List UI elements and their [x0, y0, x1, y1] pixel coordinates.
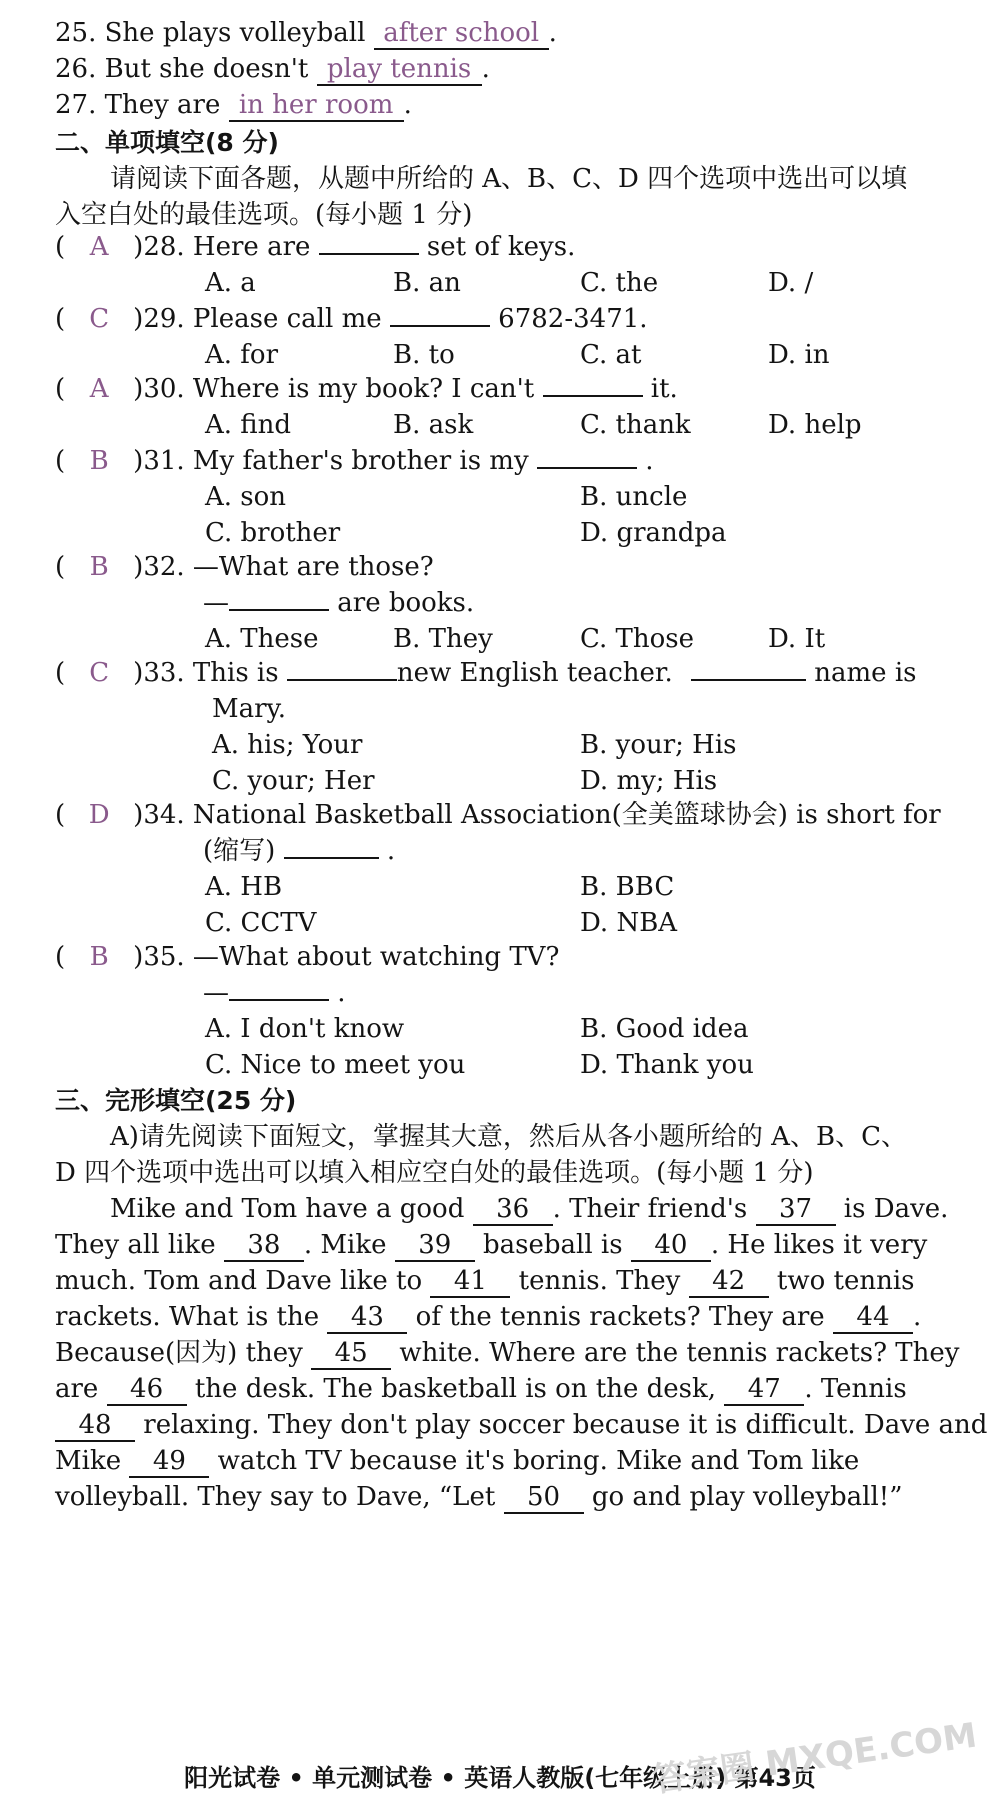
cloze-blank-38: 38 [224, 1230, 304, 1262]
cloze-blank-49: 49 [129, 1446, 209, 1478]
blank-28 [319, 253, 419, 255]
q26-line: 26. But she doesn't play tennis . [55, 54, 490, 84]
cloze-blank-40: 40 [631, 1230, 711, 1262]
q29-option-d: D. in [768, 340, 830, 370]
q34-continuation: (缩写) . [203, 836, 396, 866]
q28-option-a: A. a [205, 268, 256, 298]
cloze-line-2: They all like 38 . Mike 39 baseball is 40 . He likes it very [55, 1230, 928, 1260]
q28-option-c: C. the [580, 268, 659, 298]
cloze-line-3: much. Tom and Dave like to 41 tennis. They 42 two tennis [55, 1266, 915, 1296]
section3-instructions-2: D 四个选项中选出可以填入相应空白处的最佳选项。(每小题 1 分) [55, 1158, 814, 1188]
q30-option-d: D. help [768, 410, 862, 440]
q31-option-c: C. brother [205, 518, 341, 548]
q28-option-b: B. an [393, 268, 461, 298]
question-35: ( B )35. —What about watching TV? [55, 938, 559, 976]
cloze-line-7: 48 relaxing. They don't play soccer because it is difficult. Dave and [55, 1406, 987, 1444]
q33-option-a: A. his; Your [212, 730, 363, 760]
q32-option-d: D. It [768, 624, 826, 654]
cloze-line-4: rackets. What is the 43 of the tennis rackets? They are 44 . [55, 1302, 922, 1332]
cloze-blank-41: 41 [430, 1266, 510, 1298]
cloze-blank-36: 36 [473, 1194, 553, 1226]
answer-32: B [89, 552, 109, 582]
cloze-blank-47: 47 [724, 1374, 804, 1406]
q32-option-a: A. These [205, 624, 319, 654]
cloze-line-9: volleyball. They say to Dave, “Let 50 go and play volleyball!” [55, 1482, 903, 1512]
q25-line: 25. She plays volleyball after school . [55, 18, 557, 48]
q27-answer: in her room [229, 90, 404, 122]
q35-reply: — . [203, 978, 346, 1008]
cloze-blank-50: 50 [504, 1482, 584, 1514]
answer-30: A [89, 374, 109, 404]
cloze-blank-45: 45 [311, 1338, 391, 1370]
cloze-line-8: Mike 49 watch TV because it's boring. Mike and Tom like [55, 1446, 860, 1476]
q33-option-c: C. your; Her [212, 766, 375, 796]
watermark-logo: 答案圈 MXQE.COM [650, 1715, 980, 1801]
cloze-blank-48: 48 [55, 1410, 135, 1442]
q30-option-b: B. ask [393, 410, 474, 440]
q32-reply: — are books. [203, 588, 475, 618]
q33-option-b: B. your; His [580, 730, 737, 760]
question-28: ( A )28. Here are set of keys. [55, 228, 575, 266]
q33-continuation: Mary. [212, 694, 287, 724]
q32-option-b: B. They [393, 624, 493, 654]
cloze-blank-44: 44 [833, 1302, 913, 1334]
blank-35 [229, 999, 329, 1001]
answer-34: D [88, 800, 110, 830]
question-32: ( B )32. —What are those? [55, 548, 434, 586]
section2-instructions-1: 请阅读下面各题，从题中所给的 A、B、C、D 四个选项中选出可以填 [110, 164, 908, 194]
q32-option-c: C. Those [580, 624, 694, 654]
q29-option-a: A. for [205, 340, 279, 370]
blank-29 [390, 325, 490, 327]
cloze-blank-46: 46 [107, 1374, 187, 1406]
cloze-line-6: are 46 the desk. The basketball is on the desk, 47 . Tennis [55, 1374, 907, 1404]
cloze-blank-37: 37 [756, 1194, 836, 1226]
q30-option-c: C. thank [580, 410, 691, 440]
q29-option-c: C. at [580, 340, 642, 370]
question-31: ( B )31. My father's brother is my . [55, 442, 653, 480]
cloze-blank-43: 43 [327, 1302, 407, 1334]
section3-instructions-1: A)请先阅读下面短文，掌握其大意，然后从各小题所给的 A、B、C、 [110, 1122, 907, 1152]
q27-line: 27. They are in her room . [55, 90, 412, 120]
blank-33b [691, 679, 806, 681]
cloze-line-5: Because(因为) they 45 white. Where are the tennis rackets? They [55, 1338, 960, 1368]
blank-33a [287, 679, 397, 681]
q31-option-d: D. grandpa [580, 518, 727, 548]
blank-34 [284, 857, 379, 859]
q31-option-b: B. uncle [580, 482, 688, 512]
q30-option-a: A. find [205, 410, 292, 440]
q25-answer: after school [374, 18, 549, 50]
q34-option-a: A. HB [205, 872, 283, 902]
answer-29: C [89, 304, 110, 334]
answer-28: A [89, 232, 109, 262]
question-33: ( C )33. This is new English teacher. name is [55, 654, 916, 692]
q31-option-a: A. son [205, 482, 287, 512]
q35-option-b: B. Good idea [580, 1014, 749, 1044]
section2-title: 二、单项填空(8 分) [55, 128, 279, 157]
q33-option-d: D. my; His [580, 766, 718, 796]
page-footer: 阳光试卷 • 单元测试卷 • 英语人教版(七年级上册) 第43页 [184, 1764, 816, 1792]
question-34: ( D )34. National Basketball Association(全美篮球协会) is short for [55, 796, 941, 834]
q34-option-b: B. BBC [580, 872, 675, 902]
answer-31: B [89, 446, 109, 476]
q28-option-d: D. / [768, 268, 814, 298]
q35-option-c: C. Nice to meet you [205, 1050, 466, 1080]
answer-35: B [89, 942, 109, 972]
q34-option-d: D. NBA [580, 908, 678, 938]
answer-33: C [89, 658, 110, 688]
cloze-blank-42: 42 [689, 1266, 769, 1298]
cloze-line-1: Mike and Tom have a good 36 . Their friend's 37 is Dave. [110, 1194, 949, 1224]
question-29: ( C )29. Please call me 6782-3471. [55, 300, 648, 338]
q35-option-a: A. I don't know [205, 1014, 405, 1044]
question-30: ( A )30. Where is my book? I can't it. [55, 370, 678, 408]
blank-31 [537, 467, 637, 469]
blank-30 [543, 395, 643, 397]
section3-title: 三、完形填空(25 分) [55, 1086, 297, 1115]
blank-32 [229, 609, 329, 611]
section2-instructions-2: 入空白处的最佳选项。(每小题 1 分) [55, 200, 473, 230]
q26-answer: play tennis [317, 54, 482, 86]
q29-option-b: B. to [393, 340, 455, 370]
q34-option-c: C. CCTV [205, 908, 317, 938]
cloze-blank-39: 39 [395, 1230, 475, 1262]
q35-option-d: D. Thank you [580, 1050, 754, 1080]
